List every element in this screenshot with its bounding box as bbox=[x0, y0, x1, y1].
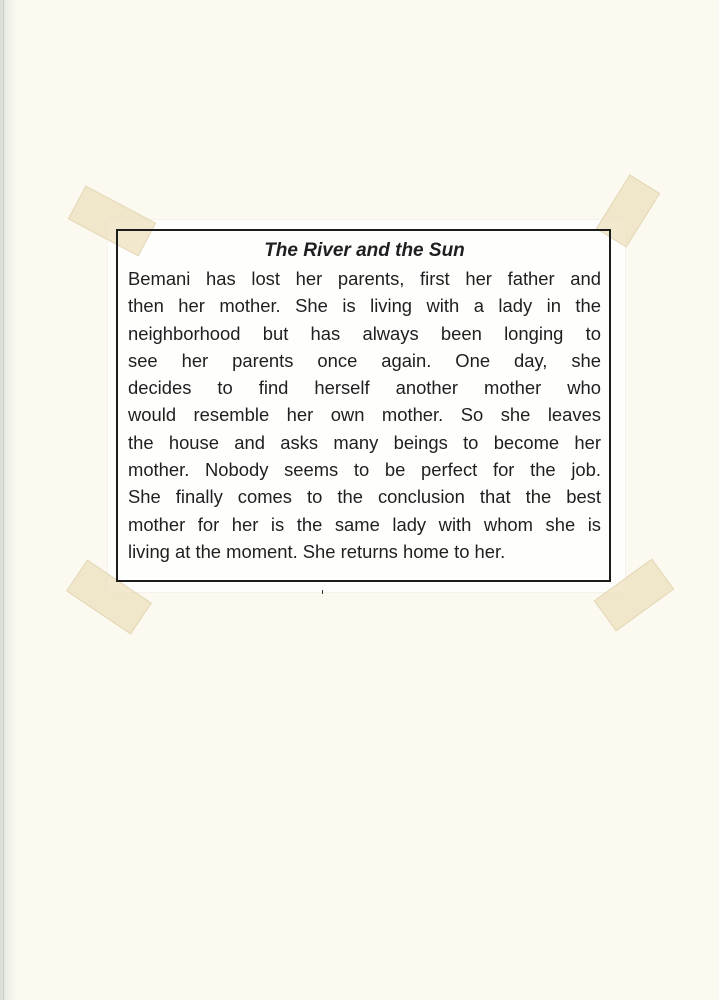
summary-line: mother for her is the same lady with whom she is bbox=[128, 513, 601, 535]
summary-line: would resemble her own mother. So she leaves bbox=[128, 404, 601, 426]
scan-speck bbox=[322, 590, 323, 594]
summary-line: decides to find herself another mother who bbox=[128, 377, 601, 399]
story-card bbox=[116, 229, 611, 582]
summary-line: then her mother. She is living with a lady in the bbox=[128, 295, 601, 317]
summary-line: neighborhood but has always been longing to bbox=[128, 322, 601, 344]
summary-line: see her parents once again. One day, she bbox=[128, 349, 601, 371]
summary-line: She finally comes to the conclusion that the best bbox=[128, 486, 601, 508]
story-title: The River and the Sun bbox=[264, 240, 465, 261]
page-edge-line bbox=[3, 0, 4, 1000]
summary-line: Bemani has lost her parents, first her father and bbox=[128, 268, 601, 289]
summary-line: the house and asks many beings to become her bbox=[128, 431, 601, 453]
story-summary bbox=[128, 265, 601, 565]
summary-line: mother. Nobody seems to be perfect for the job. bbox=[128, 459, 601, 481]
summary-line: living at the moment. She returns home to her. bbox=[128, 540, 506, 562]
